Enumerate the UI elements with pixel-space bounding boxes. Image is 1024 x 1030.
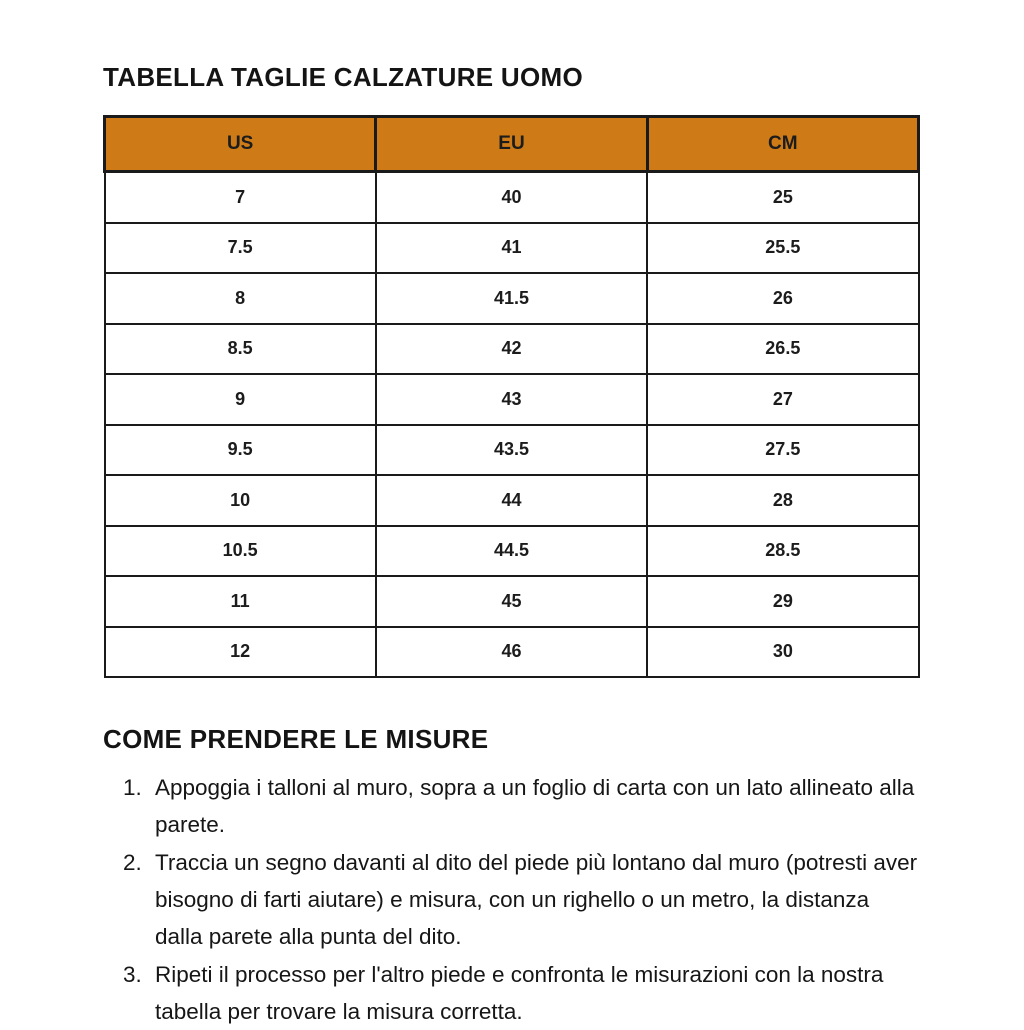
size-cell: 44.5 xyxy=(376,526,647,577)
size-cell: 10.5 xyxy=(105,526,376,577)
size-cell: 8.5 xyxy=(105,324,376,375)
table-row xyxy=(105,475,919,526)
size-cell: 30 xyxy=(647,627,918,678)
page-title: TABELLA TAGLIE CALZATURE UOMO xyxy=(103,62,584,92)
size-cell: 27 xyxy=(647,374,918,425)
measure-step: 2. Traccia un segno davanti al dito del piede più lontano dal muro (potresti aver bisogno di farti aiutare) e misura, con un righello o un metro, la distanza dalla parete alla punta del dito. xyxy=(148,844,920,955)
measure-step: 3. Ripeti il processo per l'altro piede e confronta le misurazioni con la nostra tabella per trovare la misura corretta. xyxy=(148,956,920,1030)
table-row xyxy=(105,324,919,375)
measure-section-heading: COME PRENDERE LE MISURE xyxy=(103,724,489,754)
size-cell: 29 xyxy=(647,576,918,627)
size-cell: 28 xyxy=(647,475,918,526)
size-cell: 27.5 xyxy=(647,425,918,476)
size-cell: 9.5 xyxy=(105,425,376,476)
size-cell: 26 xyxy=(647,273,918,324)
size-cell: 41.5 xyxy=(376,273,647,324)
size-cell: 44 xyxy=(376,475,647,526)
size-table xyxy=(103,115,920,678)
header-cell-cm: CM xyxy=(647,117,918,172)
header-row xyxy=(105,117,919,172)
size-cell: 7.5 xyxy=(105,223,376,274)
size-table-body xyxy=(105,172,919,678)
header-cell-eu: EU xyxy=(376,117,647,172)
size-cell: 28.5 xyxy=(647,526,918,577)
table-row xyxy=(105,273,919,324)
size-cell: 11 xyxy=(105,576,376,627)
size-cell: 45 xyxy=(376,576,647,627)
header-cell-us: US xyxy=(105,117,376,172)
size-cell: 9 xyxy=(105,374,376,425)
table-row xyxy=(105,627,919,678)
table-row xyxy=(105,576,919,627)
size-cell: 40 xyxy=(376,172,647,223)
size-cell: 43.5 xyxy=(376,425,647,476)
size-cell: 8 xyxy=(105,273,376,324)
table-row xyxy=(105,172,919,223)
size-cell: 25.5 xyxy=(647,223,918,274)
size-cell: 7 xyxy=(105,172,376,223)
size-cell: 25 xyxy=(647,172,918,223)
size-cell: 12 xyxy=(105,627,376,678)
size-cell: 46 xyxy=(376,627,647,678)
size-cell: 41 xyxy=(376,223,647,274)
table-row xyxy=(105,374,919,425)
measure-step: 1. Appoggia i talloni al muro, sopra a un foglio di carta con un lato allineato alla parete. xyxy=(148,769,920,843)
size-cell: 43 xyxy=(376,374,647,425)
table-row xyxy=(105,526,919,577)
size-table-header xyxy=(105,117,919,172)
table-row xyxy=(105,223,919,274)
measure-steps-list xyxy=(103,769,920,1030)
size-cell: 42 xyxy=(376,324,647,375)
table-row xyxy=(105,425,919,476)
size-cell: 10 xyxy=(105,475,376,526)
size-cell: 26.5 xyxy=(647,324,918,375)
